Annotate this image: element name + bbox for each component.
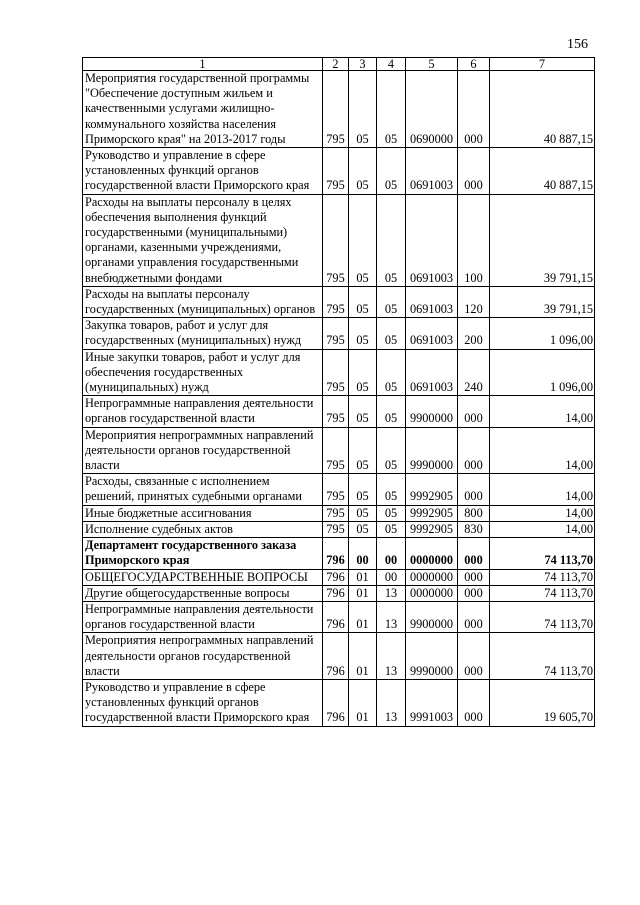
expense-type-cell: 120 — [458, 286, 490, 317]
expense-type-cell: 000 — [458, 679, 490, 726]
section-code-cell: 05 — [349, 148, 377, 195]
section-code-cell: 01 — [349, 585, 377, 601]
subsection-code-cell: 13 — [377, 679, 406, 726]
target-article-cell: 9990000 — [406, 633, 458, 680]
subsection-code-cell: 05 — [377, 194, 406, 286]
budget-table — [82, 57, 595, 727]
expense-type-cell: 000 — [458, 585, 490, 601]
target-article-cell: 0000000 — [406, 585, 458, 601]
table-row — [83, 71, 595, 148]
target-article-cell: 9992905 — [406, 474, 458, 505]
section-code-cell: 05 — [349, 71, 377, 148]
amount-cell: 40 887,15 — [490, 71, 595, 148]
target-article-cell: 0691003 — [406, 286, 458, 317]
ministry-code-cell: 795 — [323, 427, 349, 474]
amount-cell: 39 791,15 — [490, 286, 595, 317]
target-article-cell: 9900000 — [406, 396, 458, 427]
ministry-code-cell: 795 — [323, 505, 349, 521]
ministry-code-cell: 795 — [323, 474, 349, 505]
amount-cell: 14,00 — [490, 474, 595, 505]
expense-type-cell: 000 — [458, 601, 490, 632]
table-row — [83, 521, 595, 537]
section-code-cell: 01 — [349, 633, 377, 680]
amount-cell: 1 096,00 — [490, 318, 595, 349]
row-name-cell: Мероприятия непрограммных направлений деятельности органов государственной власти — [83, 633, 323, 680]
section-code-cell: 01 — [349, 601, 377, 632]
column-header: 2 — [323, 58, 349, 71]
table-row — [83, 601, 595, 632]
section-code-cell: 05 — [349, 505, 377, 521]
section-code-cell: 05 — [349, 349, 377, 396]
subsection-code-cell: 13 — [377, 601, 406, 632]
expense-type-cell: 800 — [458, 505, 490, 521]
table-row — [83, 396, 595, 427]
row-name-cell: Непрограммные направления деятельности органов государственной власти — [83, 601, 323, 632]
subsection-code-cell: 05 — [377, 71, 406, 148]
expense-type-cell: 000 — [458, 148, 490, 195]
column-header: 6 — [458, 58, 490, 71]
row-name-cell: Другие общегосударственные вопросы — [83, 585, 323, 601]
table-row — [83, 633, 595, 680]
table-row — [83, 349, 595, 396]
target-article-cell: 9991003 — [406, 679, 458, 726]
amount-cell: 39 791,15 — [490, 194, 595, 286]
table-row — [83, 569, 595, 585]
target-article-cell: 0691003 — [406, 318, 458, 349]
section-code-cell: 01 — [349, 679, 377, 726]
ministry-code-cell: 795 — [323, 194, 349, 286]
header-row — [83, 58, 595, 71]
expense-type-cell: 000 — [458, 396, 490, 427]
target-article-cell: 0691003 — [406, 148, 458, 195]
target-article-cell: 9990000 — [406, 427, 458, 474]
ministry-code-cell: 795 — [323, 148, 349, 195]
section-code-cell: 00 — [349, 538, 377, 569]
expense-type-cell: 830 — [458, 521, 490, 537]
subsection-code-cell: 13 — [377, 633, 406, 680]
section-code-cell: 05 — [349, 286, 377, 317]
expense-type-cell: 240 — [458, 349, 490, 396]
column-header: 7 — [490, 58, 595, 71]
table-row — [83, 538, 595, 569]
ministry-code-cell: 795 — [323, 396, 349, 427]
target-article-cell: 9992905 — [406, 521, 458, 537]
row-name-cell: Расходы, связанные с исполнением решений, принятых судебными органами — [83, 474, 323, 505]
row-name-cell: ОБЩЕГОСУДАРСТВЕННЫЕ ВОПРОСЫ — [83, 569, 323, 585]
target-article-cell: 9900000 — [406, 601, 458, 632]
target-article-cell: 0000000 — [406, 569, 458, 585]
row-name-cell: Расходы на выплаты персоналу государственных (муниципальных) органов — [83, 286, 323, 317]
section-code-cell: 05 — [349, 521, 377, 537]
amount-cell: 14,00 — [490, 396, 595, 427]
subsection-code-cell: 05 — [377, 396, 406, 427]
amount-cell: 14,00 — [490, 427, 595, 474]
subsection-code-cell: 05 — [377, 474, 406, 505]
table-row — [83, 286, 595, 317]
column-header: 4 — [377, 58, 406, 71]
row-name-cell: Исполнение судебных актов — [83, 521, 323, 537]
section-code-cell: 05 — [349, 194, 377, 286]
subsection-code-cell: 00 — [377, 569, 406, 585]
row-name-cell: Департамент государственного заказа Приморского края — [83, 538, 323, 569]
section-code-cell: 05 — [349, 474, 377, 505]
subsection-code-cell: 05 — [377, 521, 406, 537]
section-code-cell: 05 — [349, 427, 377, 474]
ministry-code-cell: 795 — [323, 286, 349, 317]
amount-cell: 1 096,00 — [490, 349, 595, 396]
target-article-cell: 0691003 — [406, 194, 458, 286]
amount-cell: 40 887,15 — [490, 148, 595, 195]
row-name-cell: Руководство и управление в сфере установленных функций органов государственной власти Приморского края — [83, 148, 323, 195]
ministry-code-cell: 795 — [323, 349, 349, 396]
subsection-code-cell: 05 — [377, 318, 406, 349]
table-row — [83, 585, 595, 601]
section-code-cell: 05 — [349, 318, 377, 349]
amount-cell: 74 113,70 — [490, 538, 595, 569]
ministry-code-cell: 796 — [323, 679, 349, 726]
table-row — [83, 474, 595, 505]
section-code-cell: 05 — [349, 396, 377, 427]
amount-cell: 74 113,70 — [490, 633, 595, 680]
ministry-code-cell: 795 — [323, 521, 349, 537]
amount-cell: 14,00 — [490, 505, 595, 521]
row-name-cell: Мероприятия непрограммных направлений деятельности органов государственной власти — [83, 427, 323, 474]
subsection-code-cell: 05 — [377, 349, 406, 396]
subsection-code-cell: 05 — [377, 505, 406, 521]
amount-cell: 14,00 — [490, 521, 595, 537]
expense-type-cell: 000 — [458, 474, 490, 505]
expense-type-cell: 000 — [458, 569, 490, 585]
column-header: 5 — [406, 58, 458, 71]
ministry-code-cell: 795 — [323, 318, 349, 349]
ministry-code-cell: 796 — [323, 633, 349, 680]
row-name-cell: Иные закупки товаров, работ и услуг для обеспечения государственных (муниципальных) нужд — [83, 349, 323, 396]
expense-type-cell: 100 — [458, 194, 490, 286]
amount-cell: 74 113,70 — [490, 569, 595, 585]
ministry-code-cell: 796 — [323, 538, 349, 569]
ministry-code-cell: 796 — [323, 585, 349, 601]
page-number: 156 — [567, 37, 588, 52]
expense-type-cell: 000 — [458, 538, 490, 569]
row-name-cell: Руководство и управление в сфере установленных функций органов государственной власти Приморского края — [83, 679, 323, 726]
row-name-cell: Непрограммные направления деятельности органов государственной власти — [83, 396, 323, 427]
row-name-cell: Расходы на выплаты персоналу в целях обеспечения выполнения функций государственными (муниципальными) органами, казенными учреждениями, органами управления государственными внебюджетными фондами — [83, 194, 323, 286]
column-header: 3 — [349, 58, 377, 71]
table-row — [83, 427, 595, 474]
expense-type-cell: 000 — [458, 427, 490, 474]
target-article-cell: 0691003 — [406, 349, 458, 396]
table-row — [83, 505, 595, 521]
table-row — [83, 194, 595, 286]
section-code-cell: 01 — [349, 569, 377, 585]
subsection-code-cell: 05 — [377, 427, 406, 474]
ministry-code-cell: 796 — [323, 569, 349, 585]
amount-cell: 74 113,70 — [490, 601, 595, 632]
ministry-code-cell: 795 — [323, 71, 349, 148]
subsection-code-cell: 13 — [377, 585, 406, 601]
target-article-cell: 9992905 — [406, 505, 458, 521]
target-article-cell: 0690000 — [406, 71, 458, 148]
amount-cell: 74 113,70 — [490, 585, 595, 601]
amount-cell: 19 605,70 — [490, 679, 595, 726]
table-row — [83, 318, 595, 349]
expense-type-cell: 000 — [458, 633, 490, 680]
subsection-code-cell: 05 — [377, 286, 406, 317]
row-name-cell: Закупка товаров, работ и услуг для государственных (муниципальных) нужд — [83, 318, 323, 349]
row-name-cell: Мероприятия государственной программы "Обеспечение доступным жильем и качественными услугами жилищно-коммунального хозяйства населения Приморского края" на 2013-2017 годы — [83, 71, 323, 148]
subsection-code-cell: 00 — [377, 538, 406, 569]
expense-type-cell: 000 — [458, 71, 490, 148]
row-name-cell: Иные бюджетные ассигнования — [83, 505, 323, 521]
table-row — [83, 679, 595, 726]
table-row — [83, 148, 595, 195]
column-header: 1 — [83, 58, 323, 71]
expense-type-cell: 200 — [458, 318, 490, 349]
ministry-code-cell: 796 — [323, 601, 349, 632]
subsection-code-cell: 05 — [377, 148, 406, 195]
target-article-cell: 0000000 — [406, 538, 458, 569]
